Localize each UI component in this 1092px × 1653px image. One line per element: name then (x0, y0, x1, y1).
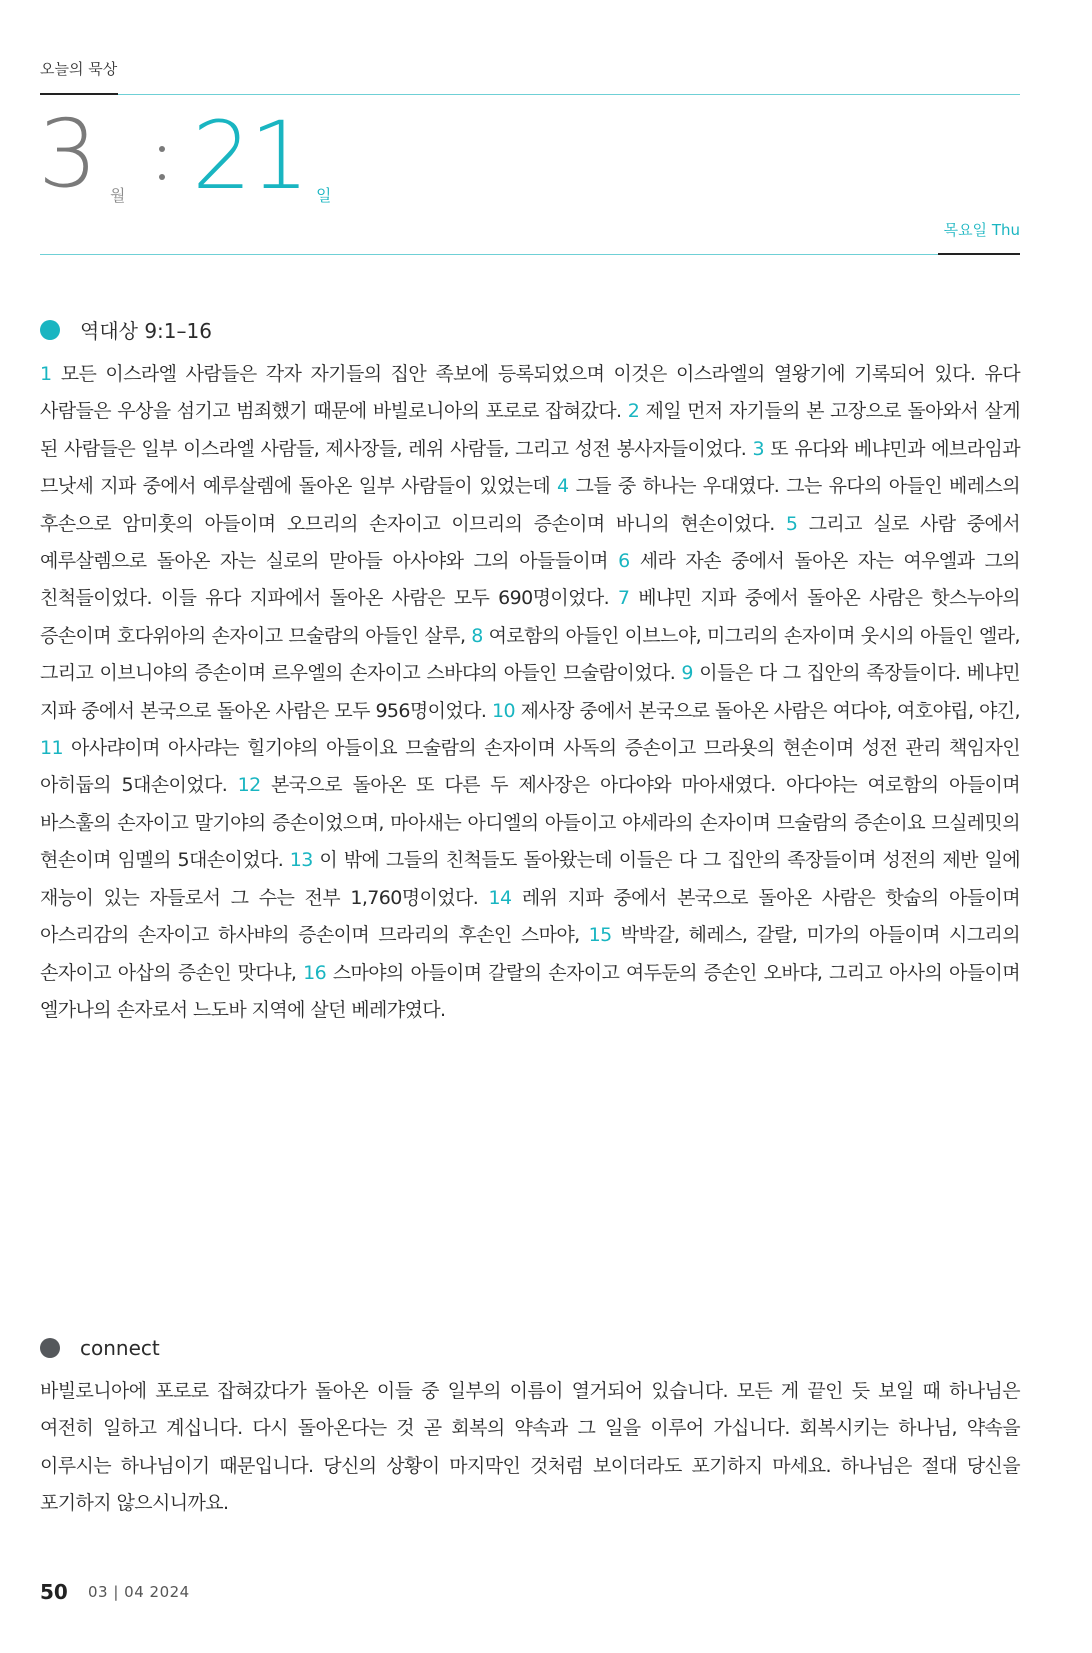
date-day: 21 (192, 102, 308, 211)
verse-number: 15 (588, 924, 612, 947)
day-unit: 일 (316, 186, 332, 205)
verse-number: 4 (557, 475, 569, 498)
issue-date: 03 | 04 2024 (88, 1583, 190, 1601)
verse-text: 박박갈, 헤레스, 갈랄, 미가의 아들이며 시그리의 손자이고 아삽의 증손인 맛다냐, (40, 924, 1020, 984)
verse-number: 1 (40, 363, 52, 385)
verse-number: 7 (617, 587, 630, 610)
verse-number: 9 (681, 662, 693, 685)
verse-text: 여로함의 아들인 이브느야, 미그리의 손자이며 웃시의 아들인 엘라, 그리고 이브니야의 증손이며 르우엘의 손자이고 스바댜의 아들인 므술람이었다. (40, 624, 1020, 685)
verse-number: 12 (237, 774, 261, 797)
verse-number: 8 (471, 624, 483, 647)
verse-number: 14 (488, 886, 512, 909)
verse-text: 그들 중 하나는 우대였다. 그는 유다의 아들인 베레스의 후손으로 암미훗의 아들이며 오므리의 손자이고 이므리의 증손이며 바니의 현손이었다. (40, 475, 1020, 535)
section-label: 오늘의 묵상 (40, 60, 118, 78)
verse-text: 이 밖에 그들의 친척들도 돌아왔는데 이들은 다 그 집안의 족장들이며 성전의 제반 일에 재능이 있는 자들로서 그 수는 전부 1,760명이었다. (40, 849, 1020, 909)
top-divider (118, 94, 1020, 95)
verse-text: 세라 자손 중에서 돌아온 자는 여우엘과 그의 친척들이었다. 이들 유다 지파에서 돌아온 사람은 모두 690명이었다. (40, 550, 1020, 610)
scripture-passage (40, 356, 1020, 1029)
verse-number: 2 (627, 400, 640, 423)
connect-body: 바빌로니아에 포로로 잡혀갔다가 돌아온 이들 중 일부의 이름이 열거되어 있습니다. 모든 게 끝인 듯 보일 때 하나님은 여전히 일하고 계십니다. 다시 돌아온다는 것 곧 회복의 약속과 그 일을 이루어 가십니다. 회복시키는 하나님, 약속을 이루시는 하나님이기 때문입니다. 당신의 상황이 마지막인 것처럼 보이더라도 포기하지 마세요. 하나님은 절대 당신을 포기하지 않으시니까요. (40, 1380, 1020, 1515)
verse-text: 본국으로 돌아온 또 다른 두 제사장은 아다야와 마아새였다. 아다야는 여로함의 아들이며 바스훌의 손자이고 말기야의 증손이었으며, 마아새는 아디엘의 아들이고 야세라의 손자이며 므술람의 증손이요 므실레밋의 현손이며 임멜의 5대손이었다. (40, 774, 1020, 872)
verse-number: 13 (289, 849, 313, 872)
connect-heading (40, 1336, 160, 1360)
scripture-heading (40, 315, 212, 344)
weekday: 목요일 Thu (943, 221, 1020, 239)
verse-text: 제사장 중에서 본국으로 돌아온 사람은 여다야, 여호야립, 야긴, (520, 699, 1020, 722)
verse-number: 10 (491, 699, 515, 722)
verse-text: 베냐민 지파 중에서 돌아온 사람은 핫스누아의 증손이며 호다위아의 손자이고 므술람의 아들인 살루, (40, 587, 1020, 647)
month-unit: 월 (110, 186, 126, 205)
verse-text: 레위 지파 중에서 본국으로 돌아온 사람은 핫숩의 아들이며 아스리감의 손자이고 하사뱌의 증손이며 므라리의 후손인 스마야, (40, 886, 1020, 947)
verse-number: 6 (618, 550, 630, 573)
section-label-underline (40, 93, 118, 95)
weekday-underline (938, 253, 1020, 255)
header-divider (40, 254, 938, 255)
verse-text: 또 유다와 베냐민과 에브라임과 므낫세 지파 중에서 예루살렘에 돌아온 일부 사람들이 있었는데 (40, 437, 1021, 498)
bullet-dot-icon (40, 1338, 60, 1358)
verse-text: 제일 먼저 자기들의 본 고장으로 돌아와서 살게 된 사람들은 일부 이스라엘 사람들, 제사장들, 레위 사람들, 그리고 성전 봉사자들이었다. (40, 400, 1020, 460)
verse-text: 모든 이스라엘 사람들은 각자 자기들의 집안 족보에 등록되었으며 이것은 이스라엘의 열왕기에 기록되어 있다. 유다 사람들은 우상을 섬기고 범죄했기 때문에 바빌로니아의 포로로 잡혀갔다. (40, 363, 1020, 423)
verse-number: 11 (40, 737, 63, 760)
connect-title: connect (80, 1336, 160, 1360)
verse-number: 5 (785, 512, 798, 535)
verse-text: 그리고 실로 사람 중에서 예루살렘으로 돌아온 자는 실로의 맏아들 아사야와 그의 아들들이며 (40, 512, 1020, 573)
date-month: 3 (38, 100, 96, 209)
scripture-reference: 역대상 9:1–16 (80, 319, 212, 343)
verse-text: 아사랴이며 아사랴는 힐기야의 아들이요 므술람의 손자이며 사독의 증손이고 므라욧의 현손이며 성전 관리 책임자인 아히둡의 5대손이었다. (40, 737, 1020, 797)
verse-number: 3 (752, 437, 764, 460)
verse-text: 스마야의 아들이며 갈랄의 손자이고 여두둔의 증손인 오바댜, 그리고 아사의 아들이며 엘가나의 손자로서 느도바 지역에 살던 베레갸였다. (40, 961, 1020, 1021)
verse-number: 16 (303, 961, 327, 984)
date-colon (159, 146, 165, 190)
verse-text: 이들은 다 그 집안의 족장들이다. 베냐민 지파 중에서 본국으로 돌아온 사람은 모두 956명이었다. (40, 662, 1020, 722)
bullet-dot-icon (40, 320, 60, 340)
page-number: 50 (40, 1580, 68, 1604)
